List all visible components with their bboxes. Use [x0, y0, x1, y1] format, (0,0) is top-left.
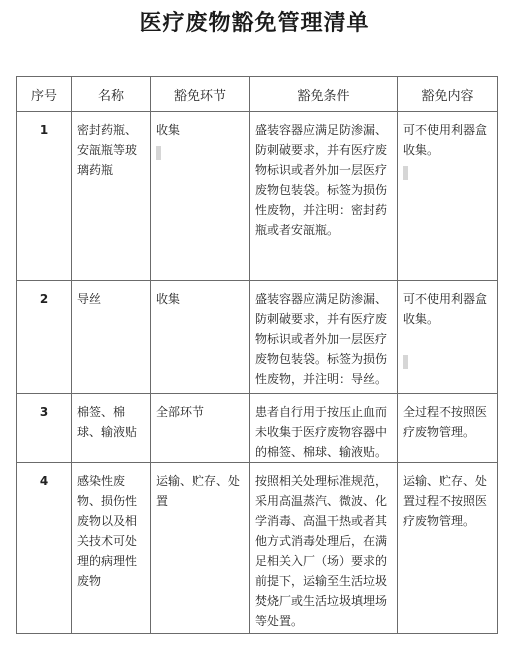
cell-content: 运输、贮存、处置过程不按照医疗废物管理。 [398, 463, 498, 634]
table-row [17, 463, 498, 634]
cell-condition: 盛装容器应满足防渗漏、防刺破要求，并有医疗废物标识或者外加一层医疗废物包装袋。标签为损伤性废物，并注明：密封药瓶或者安瓿瓶。 [250, 112, 398, 281]
table-row [17, 112, 498, 281]
exemption-table [16, 76, 498, 634]
page-title: 医疗废物豁免管理清单 [139, 11, 370, 36]
placeholder-mark [403, 355, 408, 369]
cell-stage: 全部环节 [151, 394, 250, 463]
table-row [17, 394, 498, 463]
cell-condition: 盛装容器应满足防渗漏、防刺破要求，并有医疗废物标识或者外加一层医疗废物包装袋。标签为损伤性废物，并注明：导丝。 [250, 281, 398, 394]
table-header-row [17, 77, 498, 112]
cell-condition: 患者自行用于按压止血而未收集于医疗废物容器中的棉签、棉球、输液贴。 [250, 394, 398, 463]
cell-name: 导丝 [72, 281, 151, 394]
cell-name: 感染性废物、损伤性废物以及相关技术可处理的病理性废物 [72, 463, 151, 634]
cell-name: 棉签、棉球、输液贴 [72, 394, 151, 463]
placeholder-mark [156, 146, 161, 160]
cell-number: 2 [17, 281, 72, 394]
header-name: 名称 [72, 77, 151, 112]
cell-number: 3 [17, 394, 72, 463]
table-row [17, 281, 498, 394]
header-stage: 豁免环节 [151, 77, 250, 112]
cell-number: 4 [17, 463, 72, 634]
cell-content: 可不使用利器盒收集。 [398, 112, 498, 281]
cell-stage: 收集 [151, 112, 250, 281]
cell-number: 1 [17, 112, 72, 281]
cell-stage: 运输、贮存、处置 [151, 463, 250, 634]
header-condition: 豁免条件 [250, 77, 398, 112]
header-number: 序号 [17, 77, 72, 112]
cell-condition: 按照相关处理标准规范，采用高温蒸汽、微波、化学消毒、高温干热或者其他方式消毒处理后，在满足相关入厂（场）要求的前提下，运输至生活垃圾焚烧厂或生活垃圾填埋场等处置。 [250, 463, 398, 634]
cell-content: 可不使用利器盒收集。 [398, 281, 498, 394]
placeholder-mark [403, 166, 408, 180]
cell-name: 密封药瓶、安瓿瓶等玻璃药瓶 [72, 112, 151, 281]
header-content: 豁免内容 [398, 77, 498, 112]
cell-stage: 收集 [151, 281, 250, 394]
cell-content: 全过程不按照医疗废物管理。 [398, 394, 498, 463]
